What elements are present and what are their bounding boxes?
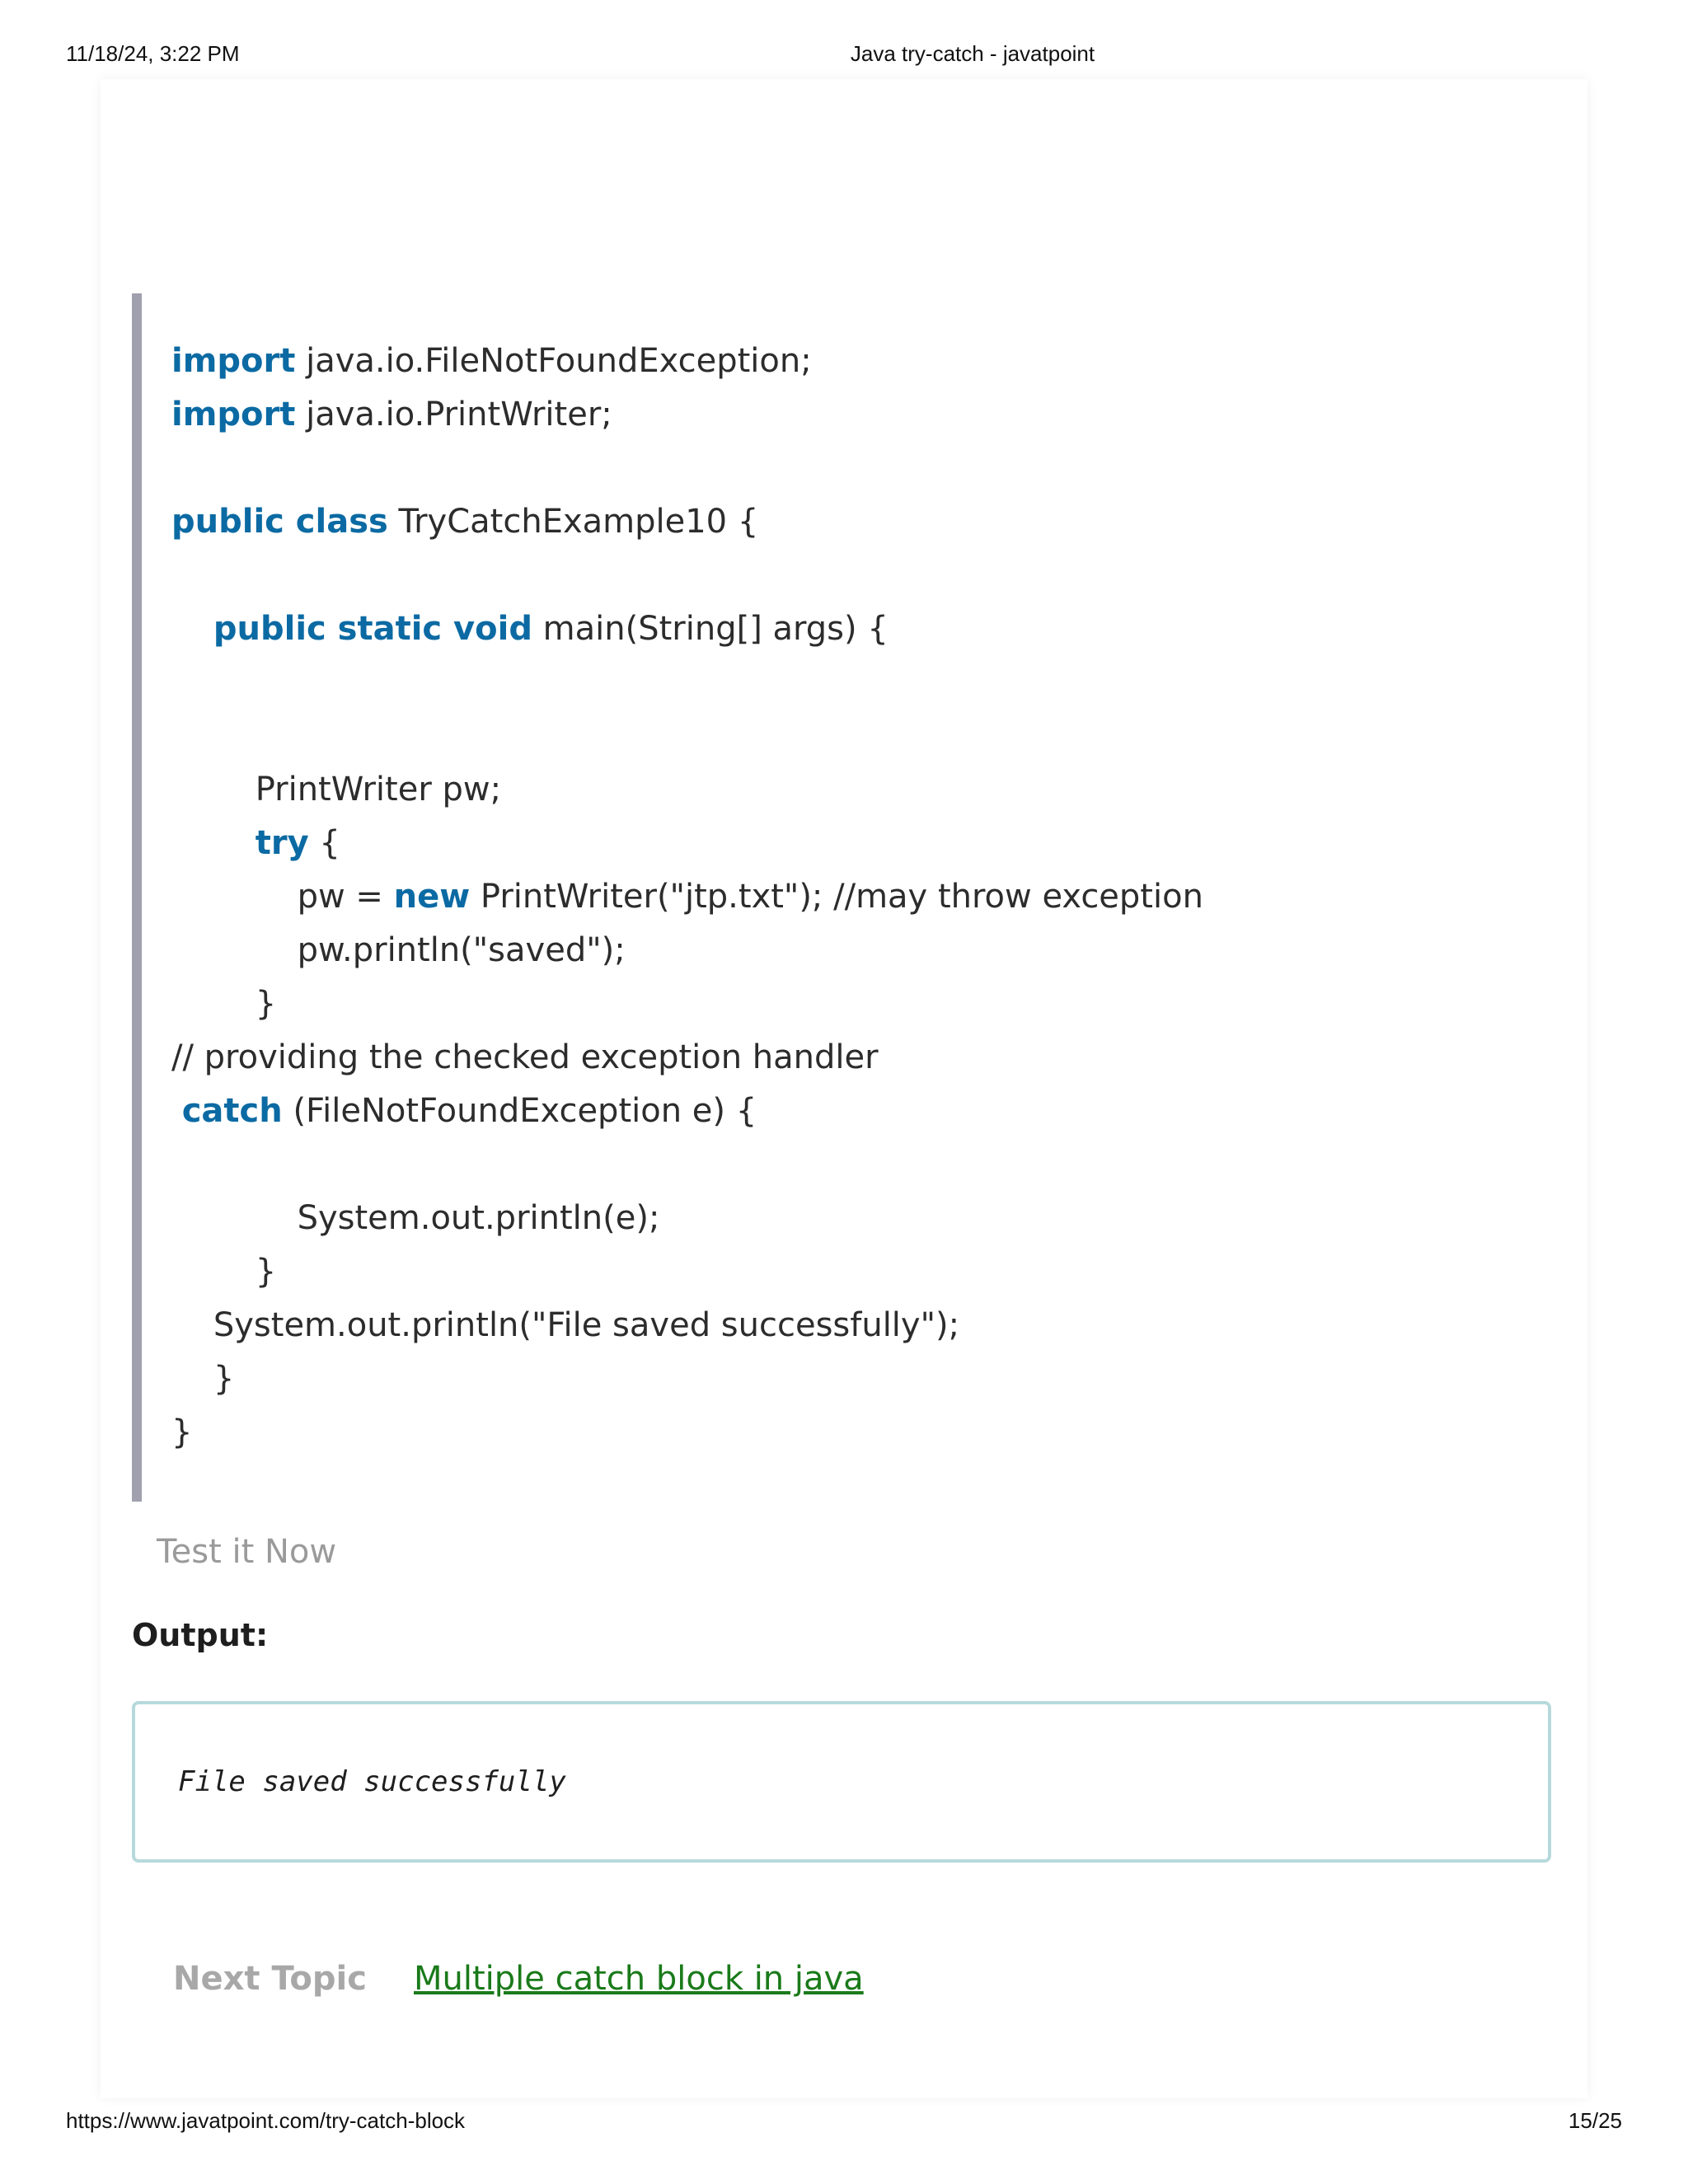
code-line (171, 1031, 1203, 1085)
code-line (171, 870, 1203, 924)
next-topic-link[interactable]: Multiple catch block in java (414, 1960, 864, 1998)
code-text: } (171, 1253, 277, 1291)
code-line (171, 602, 1203, 656)
print-page-number: 15/25 (1568, 2108, 1622, 2133)
next-topic-label: Next Topic (173, 1960, 367, 1998)
code-line (171, 817, 1203, 870)
code-keyword: public class (171, 503, 388, 541)
print-header (0, 41, 1688, 74)
code-text: System.out.println(e); (171, 1199, 660, 1237)
code-keyword: import (171, 342, 296, 380)
code-line (171, 763, 1203, 817)
code-line (171, 388, 1203, 442)
output-text: File saved successfully (178, 1765, 566, 1798)
output-heading: Output: (132, 1617, 269, 1653)
code-line (171, 977, 1203, 1031)
code-text: { (308, 824, 340, 862)
code-text: main(String[] args) { (532, 610, 889, 648)
code-line (171, 495, 1203, 549)
test-it-now-button[interactable]: Test it Now (157, 1533, 337, 1571)
code-line (171, 1352, 1203, 1406)
code-line (171, 1245, 1203, 1299)
output-box (132, 1701, 1551, 1863)
code-text: TryCatchExample10 { (387, 503, 759, 541)
code-line (171, 1299, 1203, 1352)
print-page-title: Java try-catch - javatpoint (850, 41, 1095, 66)
code-text: } (171, 1360, 235, 1398)
code-text: PrintWriter pw; (171, 771, 502, 808)
code-text: System.out.println("File saved successfully"); (171, 1306, 960, 1344)
code-keyword: try (255, 824, 309, 862)
code-text: java.io.FileNotFoundException; (295, 342, 812, 380)
code-line (171, 1085, 1203, 1138)
code-line (171, 1192, 1203, 1245)
code-block (132, 293, 1533, 1502)
print-datetime: 11/18/24, 3:22 PM (66, 41, 240, 66)
code-line (171, 335, 1203, 388)
code-line (171, 549, 1203, 602)
code-text: pw.println("saved"); (171, 931, 626, 969)
print-footer (0, 2108, 1688, 2141)
code-keyword: import (171, 396, 296, 434)
code-text: } (171, 985, 277, 1023)
code-line (171, 1138, 1203, 1192)
code-line (171, 442, 1203, 495)
code-text: } (171, 1413, 193, 1451)
code-line (171, 710, 1203, 763)
code-line (171, 656, 1203, 710)
code-text: // providing the checked exception handler (171, 1038, 879, 1076)
code-text: java.io.PrintWriter; (295, 396, 612, 434)
code-text: (FileNotFoundException e) { (282, 1092, 757, 1130)
code-keyword: public static void (213, 610, 532, 648)
code-text (171, 824, 256, 862)
code-keyword: new (393, 878, 471, 916)
code-text (171, 610, 213, 648)
code-line (171, 1406, 1203, 1460)
code-text: pw = (171, 878, 394, 916)
code-line (171, 924, 1203, 977)
code-lines (171, 335, 1203, 1460)
code-keyword: catch (181, 1092, 283, 1130)
code-text (171, 1092, 182, 1130)
print-url: https://www.javatpoint.com/try-catch-block (66, 2108, 466, 2133)
code-text: PrintWriter("jtp.txt"); //may throw exception (470, 878, 1203, 916)
